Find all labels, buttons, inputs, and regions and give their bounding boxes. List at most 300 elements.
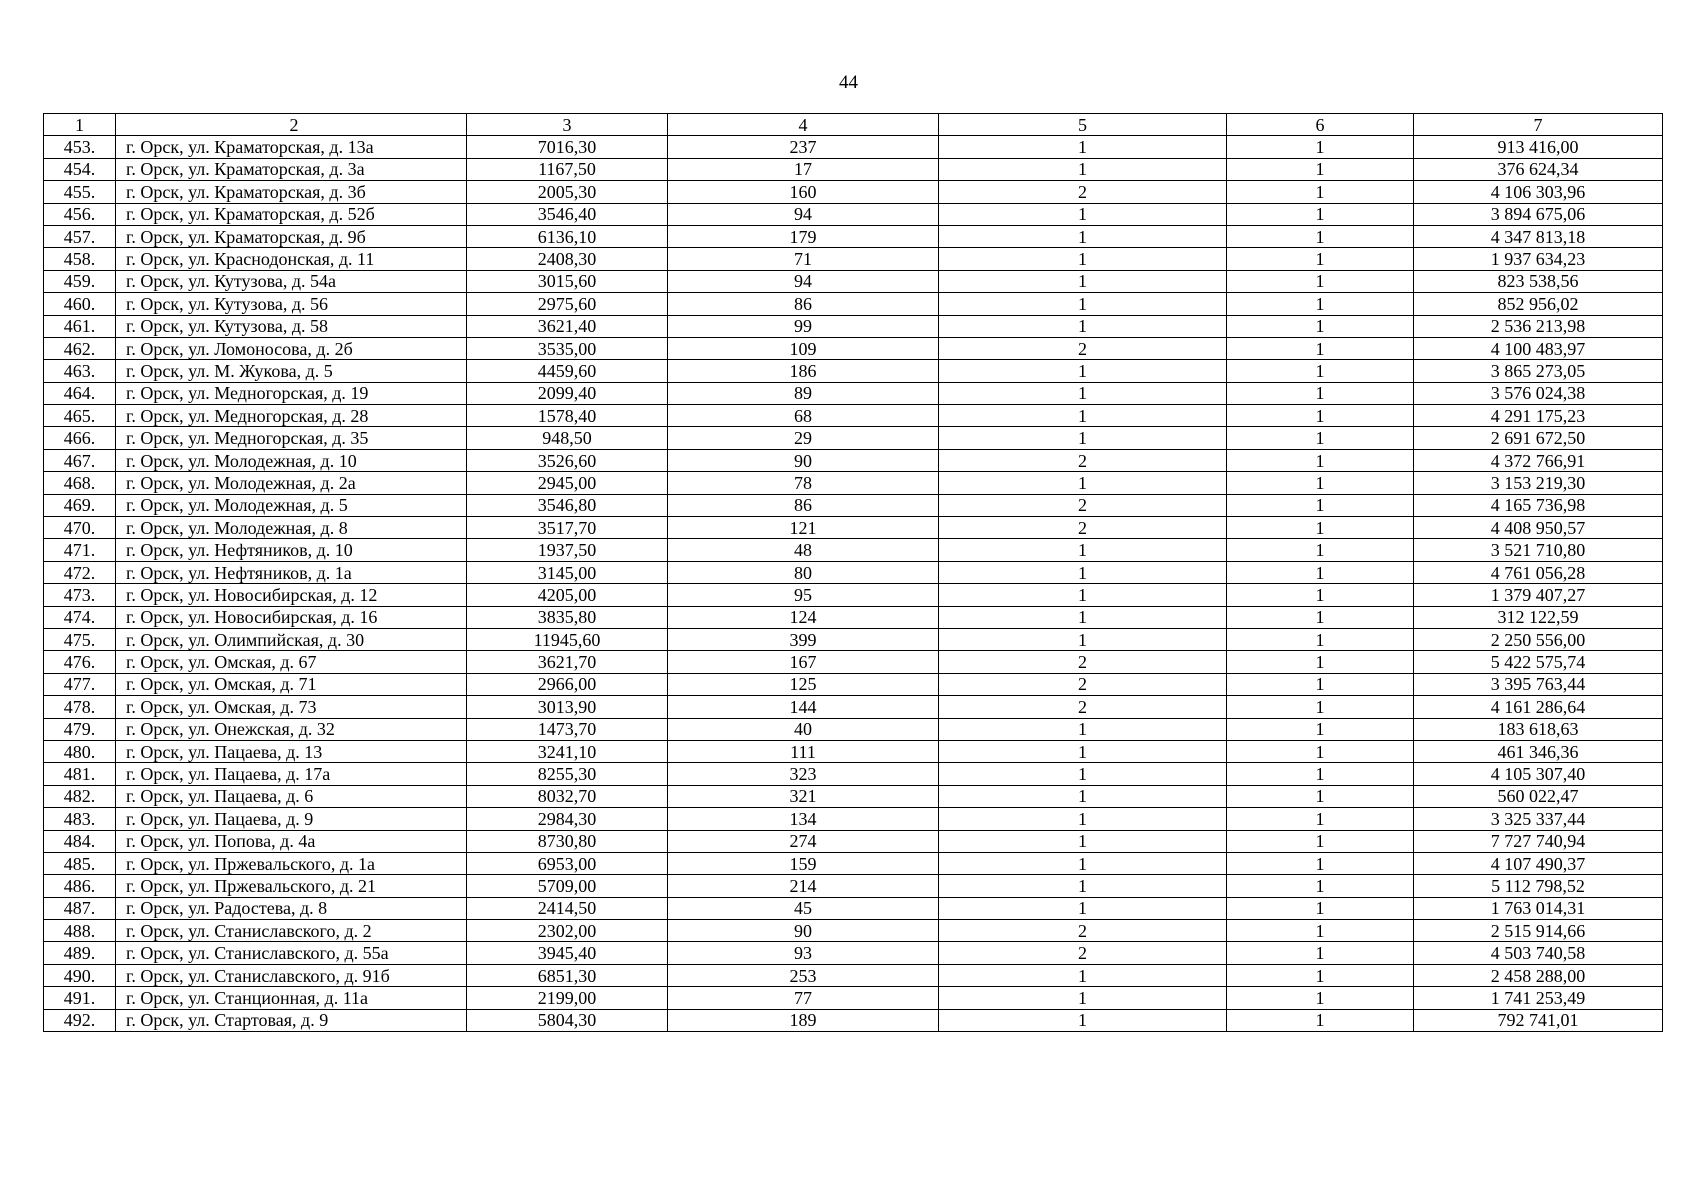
- table-cell: 2: [939, 942, 1227, 964]
- table-cell: 3546,40: [467, 203, 668, 225]
- table-cell: 1: [939, 293, 1227, 315]
- table-cell: 462.: [44, 337, 116, 359]
- table-cell: 3 521 710,80: [1414, 539, 1663, 561]
- column-header: 7: [1414, 114, 1663, 136]
- table-cell: 481.: [44, 763, 116, 785]
- table-row: [44, 293, 1663, 315]
- table-cell: 29: [668, 427, 939, 449]
- table-cell: 472.: [44, 561, 116, 583]
- table-cell: 1: [939, 897, 1227, 919]
- table-cell: 1578,40: [467, 405, 668, 427]
- table-cell: 159: [668, 852, 939, 874]
- table-cell: 1473,70: [467, 718, 668, 740]
- table-row: [44, 1009, 1663, 1031]
- table-row: [44, 651, 1663, 673]
- table-cell: 312 122,59: [1414, 606, 1663, 628]
- table-cell: 1: [1227, 920, 1414, 942]
- table-cell: 3 865 273,05: [1414, 360, 1663, 382]
- table-cell: г. Орск, ул. Пацаева, д. 6: [116, 785, 467, 807]
- table-cell: 111: [668, 740, 939, 762]
- table-cell: 1: [1227, 1009, 1414, 1031]
- table-cell: г. Орск, ул. Нефтяников, д. 10: [116, 539, 467, 561]
- table-cell: 1: [1227, 628, 1414, 650]
- table-row: [44, 942, 1663, 964]
- table-cell: 1: [939, 158, 1227, 180]
- table-cell: 454.: [44, 158, 116, 180]
- table-cell: 1: [1227, 785, 1414, 807]
- table-row: [44, 315, 1663, 337]
- table-cell: 1: [1227, 405, 1414, 427]
- table-cell: г. Орск, ул. Медногорская, д. 35: [116, 427, 467, 449]
- table-cell: 1: [939, 136, 1227, 158]
- table-row: [44, 494, 1663, 516]
- table-cell: 4 107 490,37: [1414, 852, 1663, 874]
- table-cell: 1: [939, 763, 1227, 785]
- table-cell: г. Орск, ул. Медногорская, д. 19: [116, 382, 467, 404]
- table-cell: 3 325 337,44: [1414, 808, 1663, 830]
- table-cell: 1: [1227, 225, 1414, 247]
- table-cell: 1: [1227, 248, 1414, 270]
- table-cell: 477.: [44, 673, 116, 695]
- table-row: [44, 561, 1663, 583]
- table-cell: 459.: [44, 270, 116, 292]
- table-cell: г. Орск, ул. Краматорская, д. 9б: [116, 225, 467, 247]
- table-cell: 3 576 024,38: [1414, 382, 1663, 404]
- table-cell: 1: [1227, 337, 1414, 359]
- table-cell: 93: [668, 942, 939, 964]
- table-cell: г. Орск, ул. Новосибирская, д. 16: [116, 606, 467, 628]
- table-cell: 487.: [44, 897, 116, 919]
- table-cell: 1: [939, 606, 1227, 628]
- table-cell: 1: [939, 427, 1227, 449]
- table-cell: г. Орск, ул. Станиславского, д. 55а: [116, 942, 467, 964]
- table-cell: 478.: [44, 696, 116, 718]
- table-cell: 1: [1227, 651, 1414, 673]
- table-cell: 1: [1227, 740, 1414, 762]
- table-cell: 2302,00: [467, 920, 668, 942]
- table-cell: 473.: [44, 584, 116, 606]
- table-row: [44, 920, 1663, 942]
- table-row: [44, 449, 1663, 471]
- table-cell: 4 503 740,58: [1414, 942, 1663, 964]
- table-cell: г. Орск, ул. Омская, д. 73: [116, 696, 467, 718]
- table-cell: г. Орск, ул. Ломоносова, д. 2б: [116, 337, 467, 359]
- table-row: [44, 158, 1663, 180]
- table-cell: 1: [1227, 897, 1414, 919]
- table-cell: г. Орск, ул. Омская, д. 67: [116, 651, 467, 673]
- table-cell: 2199,00: [467, 987, 668, 1009]
- table-cell: 470.: [44, 517, 116, 539]
- table-cell: 1: [1227, 203, 1414, 225]
- table-cell: 183 618,63: [1414, 718, 1663, 740]
- table-cell: 1: [939, 270, 1227, 292]
- table-cell: г. Орск, ул. Пацаева, д. 13: [116, 740, 467, 762]
- table-cell: г. Орск, ул. Радостева, д. 8: [116, 897, 467, 919]
- table-cell: 2: [939, 920, 1227, 942]
- table-cell: 1: [1227, 561, 1414, 583]
- table-row: [44, 248, 1663, 270]
- table-cell: 480.: [44, 740, 116, 762]
- table-cell: 121: [668, 517, 939, 539]
- table-row: [44, 360, 1663, 382]
- page-number: 44: [839, 72, 858, 93]
- table-row: [44, 225, 1663, 247]
- table-cell: 490.: [44, 964, 116, 986]
- table-row: [44, 740, 1663, 762]
- table-row: [44, 472, 1663, 494]
- table-cell: 913 416,00: [1414, 136, 1663, 158]
- table-cell: 3535,00: [467, 337, 668, 359]
- table-cell: г. Орск, ул. Молодежная, д. 5: [116, 494, 467, 516]
- table-cell: 461.: [44, 315, 116, 337]
- table-row: [44, 964, 1663, 986]
- table-cell: 1: [1227, 472, 1414, 494]
- table-cell: 461 346,36: [1414, 740, 1663, 762]
- table-cell: 3 395 763,44: [1414, 673, 1663, 695]
- table-cell: г. Орск, ул. Кутузова, д. 56: [116, 293, 467, 315]
- table-cell: 1: [1227, 964, 1414, 986]
- table-cell: 455.: [44, 181, 116, 203]
- table-row: [44, 673, 1663, 695]
- table-cell: 1: [939, 382, 1227, 404]
- table-cell: 479.: [44, 718, 116, 740]
- table-cell: 3517,70: [467, 517, 668, 539]
- table-cell: 491.: [44, 987, 116, 1009]
- table-cell: 1: [1227, 270, 1414, 292]
- table-cell: 475.: [44, 628, 116, 650]
- table-cell: 80: [668, 561, 939, 583]
- table-cell: 214: [668, 875, 939, 897]
- table-cell: г. Орск, ул. Пржевальского, д. 1а: [116, 852, 467, 874]
- table-cell: 1: [939, 830, 1227, 852]
- table-cell: 457.: [44, 225, 116, 247]
- table-cell: 253: [668, 964, 939, 986]
- table-cell: 1: [1227, 293, 1414, 315]
- table-cell: 1: [1227, 360, 1414, 382]
- table-cell: 1167,50: [467, 158, 668, 180]
- table-cell: 6953,00: [467, 852, 668, 874]
- table-cell: 4 347 813,18: [1414, 225, 1663, 247]
- table-cell: 2: [939, 517, 1227, 539]
- table-row: [44, 584, 1663, 606]
- table-cell: 5 112 798,52: [1414, 875, 1663, 897]
- table-cell: 1: [1227, 875, 1414, 897]
- table-row: [44, 875, 1663, 897]
- table-cell: 3 894 675,06: [1414, 203, 1663, 225]
- table-cell: 1: [1227, 942, 1414, 964]
- table-cell: 1: [1227, 382, 1414, 404]
- table-cell: г. Орск, ул. Пацаева, д. 9: [116, 808, 467, 830]
- table-row: [44, 897, 1663, 919]
- table-cell: 321: [668, 785, 939, 807]
- table-cell: 3 153 219,30: [1414, 472, 1663, 494]
- table-cell: 11945,60: [467, 628, 668, 650]
- table-cell: 134: [668, 808, 939, 830]
- table-cell: 399: [668, 628, 939, 650]
- table-row: [44, 696, 1663, 718]
- table-cell: 40: [668, 718, 939, 740]
- table-cell: 7016,30: [467, 136, 668, 158]
- table-cell: 466.: [44, 427, 116, 449]
- table-row: [44, 539, 1663, 561]
- table-cell: г. Орск, ул. Кутузова, д. 54а: [116, 270, 467, 292]
- table-cell: 852 956,02: [1414, 293, 1663, 315]
- table-row: [44, 337, 1663, 359]
- table-cell: 45: [668, 897, 939, 919]
- table-cell: 323: [668, 763, 939, 785]
- table-cell: 90: [668, 449, 939, 471]
- table-cell: 1: [939, 203, 1227, 225]
- table-header: [44, 114, 1663, 136]
- table-cell: 1: [1227, 606, 1414, 628]
- table-cell: 99: [668, 315, 939, 337]
- table-cell: 484.: [44, 830, 116, 852]
- table-cell: 124: [668, 606, 939, 628]
- table-cell: г. Орск, ул. Станционная, д. 11а: [116, 987, 467, 1009]
- table-cell: 5709,00: [467, 875, 668, 897]
- table-cell: 90: [668, 920, 939, 942]
- table-cell: г. Орск, ул. Попова, д. 4а: [116, 830, 467, 852]
- table-row: [44, 136, 1663, 158]
- table-cell: 6136,10: [467, 225, 668, 247]
- table-cell: 17: [668, 158, 939, 180]
- table-cell: 125: [668, 673, 939, 695]
- table-cell: 4 761 056,28: [1414, 561, 1663, 583]
- table-cell: 2005,30: [467, 181, 668, 203]
- table-cell: 468.: [44, 472, 116, 494]
- table-cell: 2414,50: [467, 897, 668, 919]
- table-cell: 4 372 766,91: [1414, 449, 1663, 471]
- table-cell: 4 408 950,57: [1414, 517, 1663, 539]
- table-cell: г. Орск, ул. М. Жукова, д. 5: [116, 360, 467, 382]
- table-cell: 2: [939, 337, 1227, 359]
- header-row: [44, 114, 1663, 136]
- table-cell: 1: [1227, 852, 1414, 874]
- table-cell: 2: [939, 696, 1227, 718]
- table-cell: 1: [1227, 315, 1414, 337]
- table-cell: 3015,60: [467, 270, 668, 292]
- table-cell: 189: [668, 1009, 939, 1031]
- table-cell: 1: [939, 561, 1227, 583]
- table-cell: 1: [939, 852, 1227, 874]
- table-cell: 482.: [44, 785, 116, 807]
- table-cell: 1 741 253,49: [1414, 987, 1663, 1009]
- table-cell: 1: [1227, 158, 1414, 180]
- table-cell: 456.: [44, 203, 116, 225]
- column-header: 1: [44, 114, 116, 136]
- table-row: [44, 830, 1663, 852]
- table-cell: 94: [668, 270, 939, 292]
- table-cell: 483.: [44, 808, 116, 830]
- table-row: [44, 181, 1663, 203]
- table-cell: 4459,60: [467, 360, 668, 382]
- table-cell: 2945,00: [467, 472, 668, 494]
- table-cell: 274: [668, 830, 939, 852]
- table-row: [44, 852, 1663, 874]
- table-cell: г. Орск, ул. Молодежная, д. 2а: [116, 472, 467, 494]
- table-cell: 1: [939, 472, 1227, 494]
- table-row: [44, 808, 1663, 830]
- table-cell: 179: [668, 225, 939, 247]
- table-cell: 3621,40: [467, 315, 668, 337]
- table-cell: г. Орск, ул. Кутузова, д. 58: [116, 315, 467, 337]
- table-cell: 1: [939, 405, 1227, 427]
- table-cell: 1: [1227, 808, 1414, 830]
- table-cell: 8255,30: [467, 763, 668, 785]
- table-cell: 1: [1227, 673, 1414, 695]
- table-cell: г. Орск, ул. Омская, д. 71: [116, 673, 467, 695]
- table-cell: г. Орск, ул. Молодежная, д. 10: [116, 449, 467, 471]
- table-cell: 465.: [44, 405, 116, 427]
- table-cell: 2: [939, 449, 1227, 471]
- table-cell: г. Орск, ул. Краматорская, д. 13а: [116, 136, 467, 158]
- table-cell: 1: [1227, 181, 1414, 203]
- table-cell: 1: [939, 740, 1227, 762]
- table-cell: 167: [668, 651, 939, 673]
- table-cell: 474.: [44, 606, 116, 628]
- table-cell: 471.: [44, 539, 116, 561]
- table-cell: 1: [1227, 494, 1414, 516]
- table-cell: 823 538,56: [1414, 270, 1663, 292]
- table-cell: 3241,10: [467, 740, 668, 762]
- table-cell: 2 458 288,00: [1414, 964, 1663, 986]
- table-cell: г. Орск, ул. Молодежная, д. 8: [116, 517, 467, 539]
- table-row: [44, 405, 1663, 427]
- table-cell: 1: [1227, 584, 1414, 606]
- table-cell: г. Орск, ул. Олимпийская, д. 30: [116, 628, 467, 650]
- table-row: [44, 718, 1663, 740]
- table-cell: 1: [1227, 696, 1414, 718]
- table-cell: 3013,90: [467, 696, 668, 718]
- table-cell: 486.: [44, 875, 116, 897]
- table-cell: г. Орск, ул. Станиславского, д. 2: [116, 920, 467, 942]
- table-cell: г. Орск, ул. Онежская, д. 32: [116, 718, 467, 740]
- table-cell: 467.: [44, 449, 116, 471]
- table-cell: 1: [939, 315, 1227, 337]
- table-cell: 2984,30: [467, 808, 668, 830]
- table-cell: 1: [939, 808, 1227, 830]
- table-cell: 160: [668, 181, 939, 203]
- table-cell: 2966,00: [467, 673, 668, 695]
- table-cell: 1: [939, 1009, 1227, 1031]
- table-cell: 488.: [44, 920, 116, 942]
- table-cell: 476.: [44, 651, 116, 673]
- table-cell: 2 691 672,50: [1414, 427, 1663, 449]
- table-cell: 1: [1227, 763, 1414, 785]
- table-cell: г. Орск, ул. Краматорская, д. 3б: [116, 181, 467, 203]
- table-cell: 1: [1227, 830, 1414, 852]
- table-row: [44, 785, 1663, 807]
- table-cell: г. Орск, ул. Краматорская, д. 52б: [116, 203, 467, 225]
- table-cell: 460.: [44, 293, 116, 315]
- column-header: 4: [668, 114, 939, 136]
- table-cell: 3621,70: [467, 651, 668, 673]
- table-cell: г. Орск, ул. Новосибирская, д. 12: [116, 584, 467, 606]
- table-cell: 1937,50: [467, 539, 668, 561]
- table-row: [44, 382, 1663, 404]
- table-cell: 2: [939, 181, 1227, 203]
- table-cell: 1: [1227, 427, 1414, 449]
- table-cell: 1: [1227, 449, 1414, 471]
- table-cell: 792 741,01: [1414, 1009, 1663, 1031]
- table-cell: 1: [1227, 987, 1414, 1009]
- table-cell: 95: [668, 584, 939, 606]
- table-cell: г. Орск, ул. Стартовая, д. 9: [116, 1009, 467, 1031]
- table-cell: 1: [939, 225, 1227, 247]
- table-cell: 948,50: [467, 427, 668, 449]
- table-cell: 1: [1227, 539, 1414, 561]
- table-cell: 4 291 175,23: [1414, 405, 1663, 427]
- table-cell: 464.: [44, 382, 116, 404]
- table-cell: г. Орск, ул. Краснодонская, д. 11: [116, 248, 467, 270]
- table-cell: 4 161 286,64: [1414, 696, 1663, 718]
- table-row: [44, 517, 1663, 539]
- table-cell: 1: [939, 785, 1227, 807]
- table-cell: 1: [1227, 517, 1414, 539]
- table-row: [44, 203, 1663, 225]
- table-row: [44, 987, 1663, 1009]
- table-cell: 489.: [44, 942, 116, 964]
- table-cell: 2 515 914,66: [1414, 920, 1663, 942]
- column-header: 2: [116, 114, 467, 136]
- table-cell: 5 422 575,74: [1414, 651, 1663, 673]
- column-header: 5: [939, 114, 1227, 136]
- table-cell: 1: [1227, 136, 1414, 158]
- table-cell: 1: [939, 875, 1227, 897]
- table-cell: 1: [939, 964, 1227, 986]
- table-cell: 3526,60: [467, 449, 668, 471]
- table-cell: 8032,70: [467, 785, 668, 807]
- table-cell: 492.: [44, 1009, 116, 1031]
- table-cell: 376 624,34: [1414, 158, 1663, 180]
- table-cell: 4 100 483,97: [1414, 337, 1663, 359]
- table-cell: 485.: [44, 852, 116, 874]
- table-cell: 2: [939, 673, 1227, 695]
- table-cell: 71: [668, 248, 939, 270]
- table-cell: 3945,40: [467, 942, 668, 964]
- table-cell: 1: [939, 987, 1227, 1009]
- table-cell: 86: [668, 293, 939, 315]
- table-cell: 3546,80: [467, 494, 668, 516]
- table-cell: 89: [668, 382, 939, 404]
- table-cell: 560 022,47: [1414, 785, 1663, 807]
- table-cell: г. Орск, ул. Станиславского, д. 91б: [116, 964, 467, 986]
- table-cell: 2: [939, 651, 1227, 673]
- table-cell: 109: [668, 337, 939, 359]
- table-cell: 1 763 014,31: [1414, 897, 1663, 919]
- table-cell: 94: [668, 203, 939, 225]
- table-cell: 68: [668, 405, 939, 427]
- table-cell: 2 250 556,00: [1414, 628, 1663, 650]
- table-body: [44, 136, 1663, 1032]
- table-cell: 237: [668, 136, 939, 158]
- table-cell: 2: [939, 494, 1227, 516]
- table-cell: 2 536 213,98: [1414, 315, 1663, 337]
- table-cell: 453.: [44, 136, 116, 158]
- table-cell: 48: [668, 539, 939, 561]
- table-row: [44, 427, 1663, 449]
- table-cell: 2099,40: [467, 382, 668, 404]
- column-header: 3: [467, 114, 668, 136]
- table-row: [44, 628, 1663, 650]
- table-cell: 2975,60: [467, 293, 668, 315]
- table-cell: 1: [1227, 718, 1414, 740]
- table-row: [44, 606, 1663, 628]
- table-cell: 3835,80: [467, 606, 668, 628]
- table-cell: 86: [668, 494, 939, 516]
- table-cell: 1: [939, 718, 1227, 740]
- table-cell: 7 727 740,94: [1414, 830, 1663, 852]
